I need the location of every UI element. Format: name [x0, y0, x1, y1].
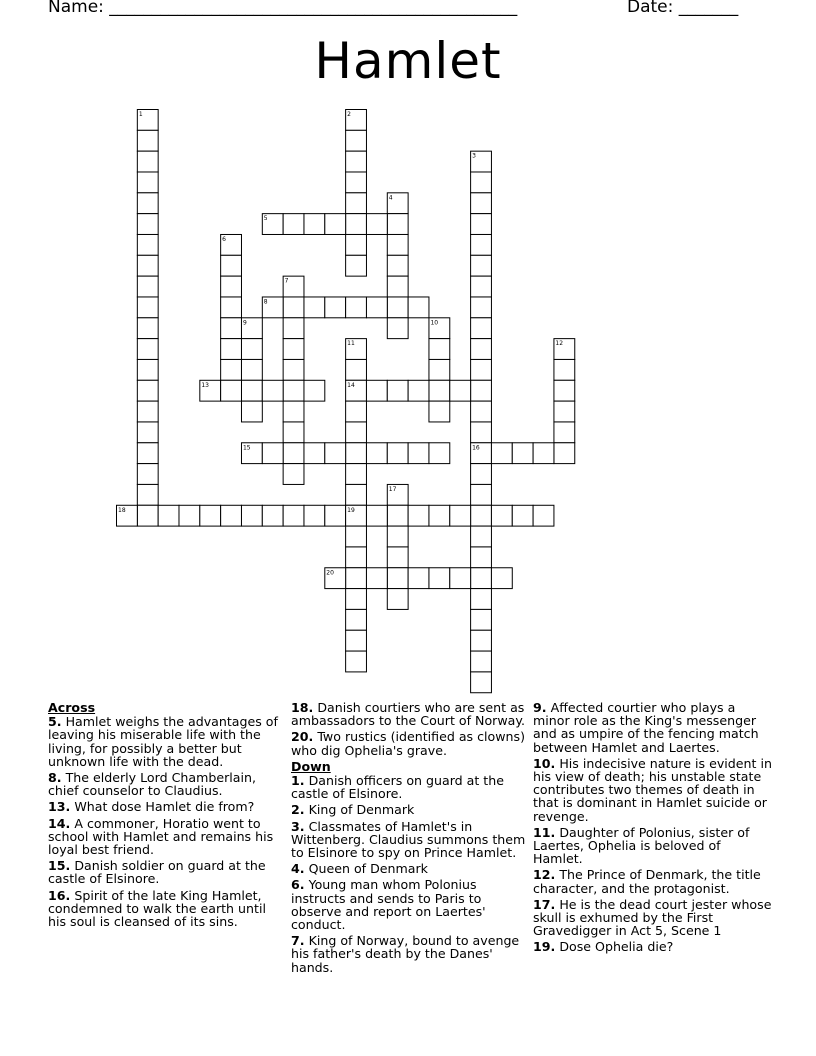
clue-down-17 — [533, 898, 773, 938]
clue-number: 4. — [291, 861, 305, 877]
grid-cell[interactable] — [179, 505, 200, 526]
grid-cell[interactable] — [325, 443, 346, 464]
clue-down-9 — [533, 701, 773, 754]
grid-cell[interactable] — [137, 443, 158, 464]
grid-cell[interactable] — [471, 297, 492, 318]
clue-number: 1. — [291, 773, 305, 789]
grid-cell[interactable] — [387, 276, 408, 297]
grid-cell[interactable] — [283, 380, 304, 401]
grid-cell[interactable] — [241, 505, 262, 526]
grid-cell[interactable] — [221, 255, 242, 276]
clue-across-16 — [48, 889, 280, 929]
grid-cell[interactable] — [387, 255, 408, 276]
grid-cell[interactable] — [346, 609, 367, 630]
grid-cell[interactable] — [346, 359, 367, 380]
clue-text: His indecisive nature is evident in his view of death; his unstable state contributes two themes of death in that is dominant in Hamlet suicide or revenge. — [533, 755, 772, 824]
grid-cell[interactable] — [304, 380, 325, 401]
grid-cell[interactable] — [471, 526, 492, 547]
grid-cell[interactable] — [387, 547, 408, 568]
grid-cell[interactable] — [262, 443, 283, 464]
grid-cell[interactable] — [346, 568, 367, 589]
clue-number: 10. — [533, 755, 556, 771]
grid-cell[interactable] — [137, 193, 158, 214]
clue-down-10 — [533, 757, 773, 823]
clue-text: Queen of Denmark — [308, 861, 428, 877]
grid-cell[interactable] — [304, 297, 325, 318]
grid-cell[interactable] — [262, 380, 283, 401]
grid-cell[interactable] — [283, 505, 304, 526]
clue-number-label: 19 — [347, 506, 355, 514]
grid-cell[interactable] — [471, 255, 492, 276]
clue-across-15 — [48, 859, 280, 885]
grid-cell[interactable] — [387, 526, 408, 547]
grid-cell[interactable] — [366, 214, 387, 235]
grid-cell[interactable] — [471, 276, 492, 297]
grid-cell[interactable] — [241, 339, 262, 360]
clue-down-12 — [533, 868, 773, 894]
grid-cell[interactable] — [137, 401, 158, 422]
grid-cell[interactable] — [471, 401, 492, 422]
grid-cell[interactable] — [471, 422, 492, 443]
clue-text: Young man whom Polonius instructs and sends to Paris to observe and report on Laertes' conduct. — [291, 877, 486, 933]
clue-number: 8. — [48, 770, 62, 786]
clue-number-label: 4 — [388, 194, 393, 202]
clue-down-4 — [291, 862, 527, 875]
grid-cell[interactable] — [346, 443, 367, 464]
grid-cell[interactable] — [429, 339, 450, 360]
clue-number-label: 5 — [263, 215, 268, 223]
clues-column-2 — [291, 701, 527, 977]
grid-cell[interactable] — [387, 214, 408, 235]
grid-cell[interactable] — [304, 443, 325, 464]
grid-cell[interactable] — [283, 422, 304, 443]
grid-cell[interactable] — [137, 339, 158, 360]
grid-cell[interactable] — [471, 589, 492, 610]
grid-cell[interactable] — [283, 214, 304, 235]
clue-number-label: 7 — [284, 277, 289, 285]
grid-cell[interactable] — [346, 422, 367, 443]
grid-cell[interactable] — [450, 505, 471, 526]
grid-cell[interactable] — [533, 505, 554, 526]
clue-down-3 — [291, 820, 527, 860]
clue-number: 13. — [48, 799, 71, 815]
clue-number-label: 2 — [347, 111, 351, 118]
grid-cell[interactable] — [366, 297, 387, 318]
clue-down-2 — [291, 803, 527, 816]
grid-cell[interactable] — [283, 318, 304, 339]
grid-cell[interactable] — [554, 401, 575, 422]
clue-number-label: 13 — [201, 381, 209, 389]
grid-cell[interactable] — [137, 214, 158, 235]
grid-cell[interactable] — [471, 505, 492, 526]
clue-text: The Prince of Denmark, the title character, and the protagonist. — [533, 867, 761, 896]
grid-cell[interactable] — [283, 401, 304, 422]
clue-number-label: 11 — [347, 340, 355, 348]
grid-cell[interactable] — [346, 630, 367, 651]
grid-cell[interactable] — [471, 359, 492, 380]
grid-cell[interactable] — [387, 568, 408, 589]
grid-cell[interactable] — [346, 234, 367, 255]
clue-text: King of Norway, bound to avenge his father's death by the Danes' hands. — [291, 933, 520, 975]
clue-down-6 — [291, 878, 527, 931]
clue-text: Daughter of Polonius, sister of Laertes, Ophelia is beloved of Hamlet. — [533, 824, 750, 867]
clue-text: The elderly Lord Chamberlain, chief counselor to Claudius. — [48, 770, 256, 799]
grid-cell[interactable] — [429, 401, 450, 422]
clue-number-label: 14 — [347, 381, 355, 389]
grid-cell[interactable] — [346, 172, 367, 193]
clue-number: 2. — [291, 802, 305, 818]
grid-cell[interactable] — [554, 422, 575, 443]
clue-number: 11. — [533, 824, 556, 840]
grid-cell[interactable] — [471, 651, 492, 672]
clue-number: 17. — [533, 896, 556, 912]
clue-across-8 — [48, 771, 280, 797]
clue-number-label: 6 — [222, 235, 226, 243]
clue-number: 15. — [48, 858, 71, 874]
grid-cell[interactable] — [471, 547, 492, 568]
grid-cell[interactable] — [346, 651, 367, 672]
grid-cell[interactable] — [137, 505, 158, 526]
grid-cell[interactable] — [283, 464, 304, 485]
grid-cell[interactable] — [346, 484, 367, 505]
grid-cell[interactable] — [554, 359, 575, 380]
grid-cell[interactable] — [429, 443, 450, 464]
grid-cell[interactable] — [366, 380, 387, 401]
grid-cell[interactable] — [137, 297, 158, 318]
grid-cell[interactable] — [137, 172, 158, 193]
clue-down-7 — [291, 934, 527, 974]
clue-across-20 — [291, 730, 527, 756]
clue-text: A commoner, Horatio went to school with Hamlet and remains his loyal best friend. — [48, 815, 274, 858]
grid-cell[interactable] — [491, 505, 512, 526]
clues-column-1 — [48, 701, 280, 931]
grid-cell[interactable] — [471, 380, 492, 401]
clue-across-13 — [48, 800, 280, 813]
grid-cell[interactable] — [221, 318, 242, 339]
grid-cell[interactable] — [346, 130, 367, 151]
clue-number-label: 3 — [472, 152, 476, 160]
grid-cell[interactable] — [325, 505, 346, 526]
grid-cell[interactable] — [429, 359, 450, 380]
grid-cell[interactable] — [137, 484, 158, 505]
clue-number: 18. — [291, 700, 314, 715]
clue-across-5 — [48, 715, 280, 768]
clue-number: 14. — [48, 815, 71, 831]
grid-cell[interactable] — [471, 234, 492, 255]
clue-text: Dose Ophelia die? — [559, 939, 674, 955]
grid-cell[interactable] — [450, 380, 471, 401]
grid-cell[interactable] — [387, 380, 408, 401]
clue-text: He is the dead court jester whose skull is exhumed by the First Gravedigger in Act 5, Scene 1 — [533, 896, 772, 939]
grid-cell[interactable] — [387, 589, 408, 610]
grid-cell[interactable] — [262, 505, 283, 526]
grid-cell[interactable] — [471, 318, 492, 339]
grid-cell[interactable] — [408, 297, 429, 318]
grid-cell[interactable] — [241, 380, 262, 401]
grid-cell[interactable] — [304, 505, 325, 526]
grid-cell[interactable] — [346, 297, 367, 318]
grid-cell[interactable] — [158, 505, 179, 526]
grid-cell[interactable] — [533, 443, 554, 464]
grid-cell[interactable] — [554, 443, 575, 464]
grid-cell[interactable] — [137, 130, 158, 151]
grid-cell[interactable] — [137, 464, 158, 485]
down-heading: Down — [291, 758, 331, 774]
clue-number-label: 15 — [242, 444, 251, 452]
grid-cell[interactable] — [429, 505, 450, 526]
grid-cell[interactable] — [241, 359, 262, 380]
grid-cell[interactable] — [429, 568, 450, 589]
grid-cell[interactable] — [512, 505, 533, 526]
clue-number: 7. — [291, 933, 305, 949]
grid-cell[interactable] — [346, 193, 367, 214]
clues-column-3 — [533, 701, 773, 957]
grid-cell[interactable] — [137, 422, 158, 443]
clue-text: King of Denmark — [308, 802, 415, 818]
grid-cell[interactable] — [241, 401, 262, 422]
clue-text: Spirit of the late King Hamlet, condemned to walk the earth until his soul is cleansed of its sins. — [48, 887, 266, 930]
across-heading: Across — [48, 700, 96, 715]
grid-cell[interactable] — [221, 339, 242, 360]
clue-number: 19. — [533, 939, 556, 955]
grid-cell[interactable] — [346, 526, 367, 547]
clue-number-label: 16 — [472, 444, 480, 452]
clue-text: Danish officers on guard at the castle of Elsinore. — [291, 773, 504, 802]
grid-cell[interactable] — [221, 297, 242, 318]
clue-number-label: 10 — [430, 319, 439, 327]
grid-cell[interactable] — [325, 214, 346, 235]
clue-number: 9. — [533, 700, 547, 715]
grid-cell[interactable] — [283, 339, 304, 360]
grid-cell[interactable] — [471, 214, 492, 235]
grid-cell[interactable] — [408, 505, 429, 526]
clue-down-11 — [533, 826, 773, 866]
grid-cell[interactable] — [471, 609, 492, 630]
grid-cell[interactable] — [491, 443, 512, 464]
name-field[interactable]: Name: ________________________________________________ — [48, 0, 518, 17]
grid-cell[interactable] — [471, 484, 492, 505]
clue-text: Danish soldier on guard at the castle of Elsinore. — [48, 858, 266, 887]
clue-down-19 — [533, 940, 773, 953]
grid-cell[interactable] — [471, 172, 492, 193]
clue-text: Danish courtiers who are sent as ambassadors to the Court of Norway. — [291, 700, 526, 729]
grid-cell[interactable] — [137, 234, 158, 255]
clue-across-14 — [48, 817, 280, 857]
grid-cell[interactable] — [221, 505, 242, 526]
grid-cell[interactable] — [366, 505, 387, 526]
page-title: Hamlet — [314, 32, 502, 90]
grid-cell[interactable] — [137, 276, 158, 297]
grid-cell[interactable] — [450, 568, 471, 589]
grid-cell[interactable] — [491, 568, 512, 589]
grid-cell[interactable] — [304, 214, 325, 235]
clue-number: 20. — [291, 729, 314, 745]
grid-cell[interactable] — [387, 443, 408, 464]
grid-cell[interactable] — [346, 401, 367, 422]
grid-cell[interactable] — [346, 214, 367, 235]
grid-cell[interactable] — [387, 505, 408, 526]
clue-number: 5. — [48, 714, 62, 730]
grid-cell[interactable] — [366, 443, 387, 464]
grid-cell[interactable] — [471, 193, 492, 214]
grid-cell[interactable] — [346, 151, 367, 172]
clue-number-label: 9 — [242, 319, 247, 327]
grid-cell[interactable] — [387, 234, 408, 255]
grid-cell[interactable] — [387, 318, 408, 339]
grid-cell[interactable] — [137, 380, 158, 401]
grid-cell[interactable] — [137, 255, 158, 276]
grid-cell[interactable] — [471, 672, 492, 693]
grid-cell[interactable] — [221, 359, 242, 380]
clue-text: Hamlet weighs the advantages of leaving his miserable life with the living, for possibly a better but unknown life with the dead. — [48, 714, 278, 769]
grid-cell[interactable] — [471, 339, 492, 360]
clue-text: Classmates of Hamlet's in Wittenberg. Claudius summons them to Elsinore to spy on Prince Hamlet. — [291, 818, 526, 861]
date-field[interactable]: Date: _______ — [627, 0, 739, 17]
clue-number-label: 1 — [138, 111, 143, 118]
clue-text: Affected courtier who plays a minor role as the King's messenger and as umpire of the fencing match between Hamlet and Laertes. — [533, 700, 759, 755]
clue-number: 6. — [291, 877, 305, 893]
grid-cell[interactable] — [200, 505, 221, 526]
grid-cell[interactable] — [221, 380, 242, 401]
grid-cell[interactable] — [408, 443, 429, 464]
grid-cell[interactable] — [366, 568, 387, 589]
grid-cell[interactable] — [283, 297, 304, 318]
grid-cell[interactable] — [387, 297, 408, 318]
grid-cell[interactable] — [554, 380, 575, 401]
grid-cell[interactable] — [346, 464, 367, 485]
grid-cell[interactable] — [137, 318, 158, 339]
grid-cell[interactable] — [283, 443, 304, 464]
clue-down-1 — [291, 774, 527, 800]
clue-number-label: 12 — [555, 340, 564, 348]
grid-cell[interactable] — [471, 464, 492, 485]
clue-text: What dose Hamlet die from? — [74, 799, 255, 815]
grid-cell[interactable] — [346, 547, 367, 568]
clue-number: 12. — [533, 867, 556, 883]
grid-cell[interactable] — [471, 630, 492, 651]
grid-cell[interactable] — [512, 443, 533, 464]
grid-cell[interactable] — [408, 568, 429, 589]
clue-number-label: 18 — [118, 506, 126, 514]
clue-number: 16. — [48, 887, 71, 903]
grid-cell[interactable] — [429, 380, 450, 401]
clue-number-label: 8 — [263, 298, 268, 306]
grid-cell[interactable] — [346, 589, 367, 610]
grid-cell[interactable] — [471, 568, 492, 589]
clue-number-label: 20 — [326, 569, 334, 577]
grid-cell[interactable] — [325, 297, 346, 318]
grid-cell[interactable] — [137, 359, 158, 380]
grid-cell[interactable] — [221, 276, 242, 297]
grid-cell[interactable] — [346, 255, 367, 276]
grid-cell[interactable] — [137, 151, 158, 172]
grid-cell[interactable] — [408, 380, 429, 401]
clue-number-label: 17 — [388, 485, 397, 493]
clue-number: 3. — [291, 818, 305, 834]
grid-cell[interactable] — [283, 359, 304, 380]
clue-text: Two rustics (identified as clowns) who dig Ophelia's grave. — [291, 729, 526, 758]
clue-across-18 — [291, 701, 527, 727]
